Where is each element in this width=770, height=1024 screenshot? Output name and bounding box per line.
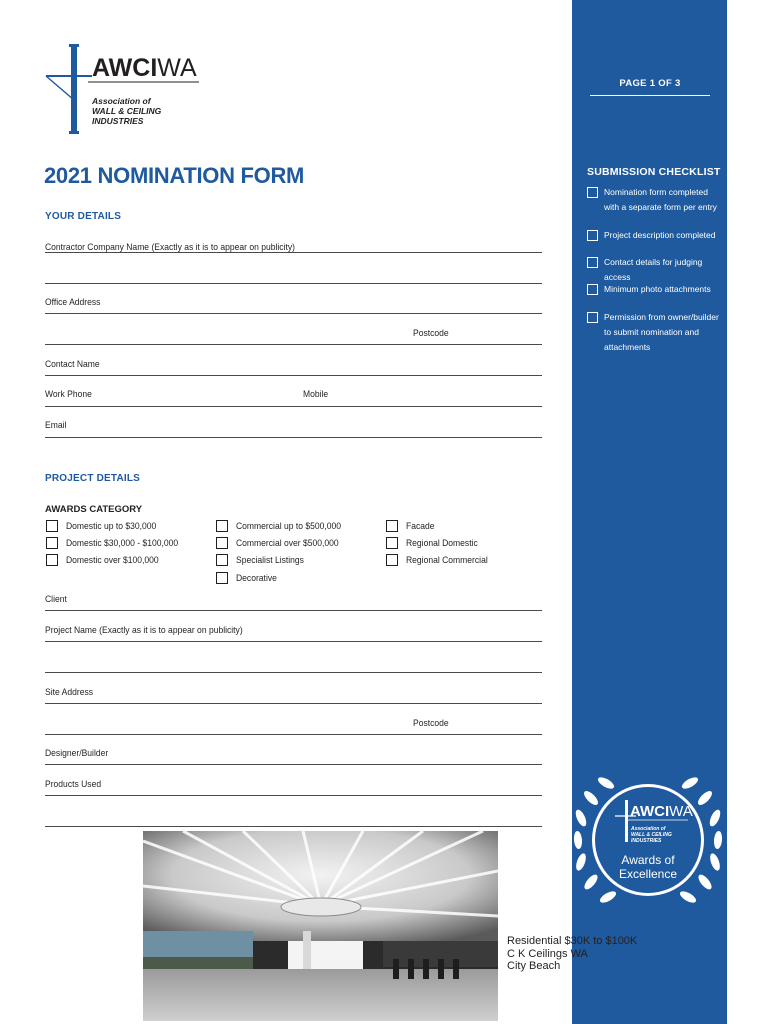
award-option-domestic-over-100k[interactable]: Domestic over $100,000 [46,554,169,566]
award-option-facade[interactable]: Facade [386,520,438,532]
work-phone-label: Work Phone [45,389,92,400]
award-option-commercial-up-to-500k[interactable]: Commercial up to $500,000 [216,520,353,532]
page-indicator-rule [590,95,710,96]
checklist-title: SUBMISSION CHECKLIST [587,166,721,178]
logo-wordmark: AWCIWA [92,54,197,82]
checklist-item-nomination-form[interactable]: Nomination form completed with a separate form per entry [587,185,719,215]
phone-field[interactable] [45,406,542,407]
checkbox-icon[interactable] [386,537,398,549]
awards-of-excellence-badge [566,760,730,920]
client-field[interactable] [45,610,542,611]
site-postcode-label: Postcode [413,718,449,729]
logo-line-2: WALL & CEILING [92,106,162,116]
checkbox-icon[interactable] [216,572,228,584]
checkbox-icon[interactable] [216,537,228,549]
award-option-regional-commercial[interactable]: Regional Commercial [386,554,497,566]
caption-category: Residential $30K to $100K [507,935,638,947]
company-name-field[interactable] [45,252,542,253]
checkbox-icon[interactable] [386,520,398,532]
email-label: Email [45,420,67,431]
company-name-field-line-2[interactable] [45,283,542,284]
site-address-label: Site Address [45,687,94,698]
checkbox-icon[interactable] [587,257,598,268]
checkbox-icon[interactable] [216,520,228,532]
site-postcode-field[interactable] [45,734,542,735]
checkbox-icon[interactable] [587,187,598,198]
project-photo [143,831,498,1021]
award-option-decorative[interactable]: Decorative [216,572,281,584]
awards-category-heading: AWARDS CATEGORY [45,504,143,515]
award-option-domestic-up-to-30k[interactable]: Domestic up to $30,000 [46,520,166,532]
contact-name-label: Contact Name [45,359,100,370]
client-label: Client [45,594,67,605]
email-field[interactable] [45,437,542,438]
award-option-commercial-over-500k[interactable]: Commercial over $500,000 [216,537,350,549]
project-details-heading: PROJECT DETAILS [45,473,141,484]
badge-wordmark: AWCIWA [630,803,693,820]
award-option-domestic-30k-100k[interactable]: Domestic $30,000 - $100,000 [46,537,191,549]
award-option-specialist-listings[interactable]: Specialist Listings [216,554,312,566]
products-used-label: Products Used [45,779,102,790]
award-option-regional-domestic[interactable]: Regional Domestic [386,537,486,549]
checkbox-icon[interactable] [46,554,58,566]
postcode-field[interactable] [45,344,542,345]
badge-awards-line-2: Excellence [618,867,678,881]
project-name-field-line-2[interactable] [45,672,542,673]
checkbox-icon[interactable] [46,520,58,532]
contact-name-field[interactable] [45,375,542,376]
badge-line-2: WALL & CEILING [631,832,672,838]
project-name-label: Project Name (Exactly as it is to appear on publicity) [45,625,243,636]
office-address-field[interactable] [45,313,542,314]
logo-line-3: INDUSTRIES [92,116,144,126]
designer-builder-field[interactable] [45,764,542,765]
products-used-field[interactable] [45,795,542,796]
checkbox-icon[interactable] [216,554,228,566]
checkbox-icon[interactable] [587,230,598,241]
awci-logo [44,42,214,137]
photo-caption [507,935,637,973]
badge-line-3: INDUSTRIES [631,838,662,844]
page-indicator: PAGE 1 OF 3 [619,78,681,89]
products-used-field-line-2[interactable] [45,826,542,827]
checklist-item-project-description[interactable]: Project description completed [587,228,719,243]
badge-line-1: Association of [631,826,666,832]
office-address-label: Office Address [45,297,101,308]
caption-company: C K Ceilings WA [507,947,588,960]
form-title: 2021 NOMINATION FORM [44,163,305,188]
logo-line-1: Association of [92,96,151,106]
checkbox-icon[interactable] [587,312,598,323]
checkbox-icon[interactable] [46,537,58,549]
checklist-item-contact-details[interactable]: Contact details for judging access [587,255,719,285]
i-beam-icon [46,44,92,134]
caption-location: City Beach [507,960,561,972]
project-name-field[interactable] [45,641,542,642]
checkbox-icon[interactable] [386,554,398,566]
designer-builder-label: Designer/Builder [45,748,109,759]
postcode-label: Postcode [413,328,449,339]
company-name-label: Contractor Company Name (Exactly as it is to appear on publicity) [45,242,295,253]
site-address-field[interactable] [45,703,542,704]
checklist-item-permission[interactable]: Permission from owner/builder to submit nomination and attachments [587,310,719,355]
checklist-item-photo-attachments[interactable]: Minimum photo attachments [587,282,719,297]
badge-awards-line-1: Awards of [621,853,675,867]
your-details-heading: YOUR DETAILS [45,211,122,222]
mobile-label: Mobile [303,389,329,400]
checkbox-icon[interactable] [587,284,598,295]
